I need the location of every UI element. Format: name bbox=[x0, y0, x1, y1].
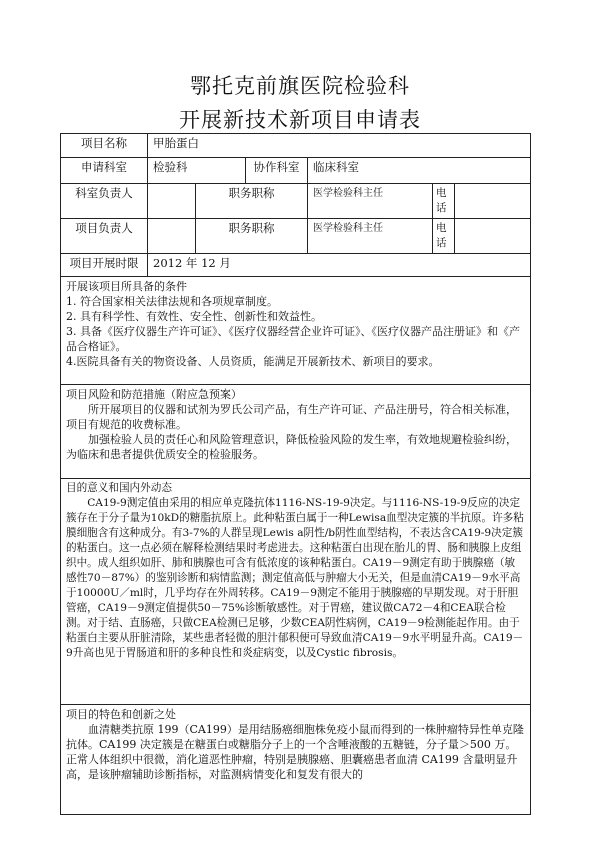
phone-label-char-1: 电 bbox=[436, 187, 447, 199]
row-departments bbox=[61, 158, 531, 184]
row-features bbox=[61, 705, 531, 815]
phone-label-char-2: 话 bbox=[436, 202, 447, 214]
applying-dept-label: 申请科室 bbox=[61, 158, 148, 184]
row-risk bbox=[61, 385, 531, 479]
dept-head-phone-value[interactable] bbox=[455, 184, 531, 219]
conditions-section bbox=[61, 277, 531, 385]
conditions-item-4: 4.医院具备有关的物资设备、人员资质，能满足开展新技术、新项目的要求。 bbox=[66, 355, 440, 368]
coop-dept-value[interactable]: 临床科室 bbox=[308, 158, 531, 184]
dept-head-phone-label bbox=[433, 184, 455, 219]
project-lead-title-value[interactable]: 医学检验科主任 bbox=[308, 219, 433, 254]
features-title: 项目的特色和创新之处 bbox=[66, 708, 176, 721]
start-time-value[interactable]: 2012 年 12 月 bbox=[148, 254, 531, 277]
phone-label-char-1: 电 bbox=[436, 222, 447, 234]
dept-head-title-label: 职务职称 bbox=[196, 184, 308, 219]
conditions-title: 开展该项目所具备的条件 bbox=[66, 280, 187, 293]
conditions-item-3: 3. 具备《医疗仪器生产许可证》、《医疗仪器经营企业许可证》、《医疗仪器产品注册证》和《产品合格证》。 bbox=[66, 325, 520, 353]
project-name-value[interactable]: 甲胎蛋白 bbox=[148, 134, 531, 158]
conditions-item-1: 1. 符合国家相关法律法规和各项规章制度。 bbox=[66, 295, 278, 308]
purpose-title: 目的意义和国内外动态 bbox=[66, 482, 172, 494]
features-section bbox=[61, 705, 531, 815]
project-lead-title-label: 职务职称 bbox=[196, 219, 308, 254]
row-project-lead bbox=[61, 219, 531, 254]
project-lead-phone-value[interactable] bbox=[455, 219, 531, 254]
project-lead-name-value[interactable] bbox=[148, 219, 196, 254]
conditions-item-2: 2. 具有科学性、有效性、安全性、创新性和效益性。 bbox=[66, 310, 322, 323]
document-subtitle: 开展新技术新项目申请表 bbox=[179, 108, 421, 132]
risk-section bbox=[61, 385, 531, 479]
row-start-time bbox=[61, 254, 531, 277]
dept-head-name-value[interactable] bbox=[148, 184, 196, 219]
phone-label-char-2: 话 bbox=[436, 237, 447, 249]
row-purpose bbox=[61, 479, 531, 705]
dept-head-label: 科室负责人 bbox=[61, 184, 148, 219]
project-lead-phone-label bbox=[433, 219, 455, 254]
project-name-label: 项目名称 bbox=[61, 134, 148, 158]
features-paragraph: 血清糖类抗原 199（CA199）是用结肠癌细胞株免疫小鼠而得到的一株肿瘤特异性单克隆抗体。CA199 决定簇是在糖蛋白或糖脂分子上的一个含唾液酸的五糖链，分子量＞500 万。正常人体组织中很微，消化道恶性肿瘤，特别是胰腺癌、胆囊癌患者血清 CA199 含量明显升高，是该肿瘤辅助诊断指标，对监测病情变化和复发有很大的 bbox=[66, 723, 524, 781]
application-form-table bbox=[60, 133, 531, 815]
risk-paragraph-1: 所开展项目的仪器和试剂为罗氏公司产品，有生产许可证、产品注册号，符合相关标准，项目有规范的收费标准。 bbox=[66, 403, 517, 431]
document-title: 鄂托克前旗医院检验科 bbox=[190, 74, 410, 98]
purpose-paragraph: CA19-9测定值由采用的相应单克隆抗体1116-NS-19-9决定。与1116-NS-19-9反应的决定簇存在于分子量为10kD的糖脂抗原上。此种粘蛋白属于一种Lewisa血型决定簇的半抗原。许多粘膜细胞含有这种成分。有3-7%的人群呈现Lewis a阴性/b阴性血型结构，不表达含CA19-9决定簇的粘蛋白。这一点必须在解释检测结果时考虑进去。这种粘蛋白出现在胎儿的胃、肠和胰腺上皮组织中。成人组织如肝、肺和胰腺也可含有低浓度的该种粘蛋白。CA19－9测定有助于胰腺癌（敏感性70－87%）的鉴别诊断和病情监测；测定值高低与肿瘤大小无关，但是血清CA19－9水平高于10000U／ml时，几乎均存在外周转移。CA19－9测定不能用于胰腺癌的早期发现。对于肝胆管癌，CA19－9测定值提供50－75%诊断敏感性。对于胃癌，建议做CA72－4和CEA联合检测。对于结、直肠癌，只做CEA检测已足够，少数CEA阴性病例，CA19－9检测能起作用。由于粘蛋白主要从肝脏清除，某些患者轻微的胆汁郁积便可导致血清CA19－9水平明显升高。CA19－9升高也见于胃肠道和肝的多种良性和炎症病变，以及Cystic fibrosis。 bbox=[66, 497, 524, 659]
row-conditions bbox=[61, 277, 531, 385]
applying-dept-value[interactable]: 检验科 bbox=[148, 158, 246, 184]
dept-head-title-value[interactable]: 医学检验科主任 bbox=[308, 184, 433, 219]
project-lead-label: 项目负责人 bbox=[61, 219, 148, 254]
start-time-label: 项目开展时限 bbox=[61, 254, 148, 277]
row-project-name bbox=[61, 134, 531, 158]
risk-title: 项目风险和防范措施（附应急预案） bbox=[66, 388, 242, 401]
purpose-section bbox=[61, 479, 531, 705]
row-dept-head bbox=[61, 184, 531, 219]
risk-paragraph-2: 加强检验人员的责任心和风险管理意识，降低检验风险的发生率，有效地规避检验纠纷，为临床和患者提供优质安全的检验服务。 bbox=[66, 433, 517, 461]
coop-dept-label: 协作科室 bbox=[246, 158, 308, 184]
